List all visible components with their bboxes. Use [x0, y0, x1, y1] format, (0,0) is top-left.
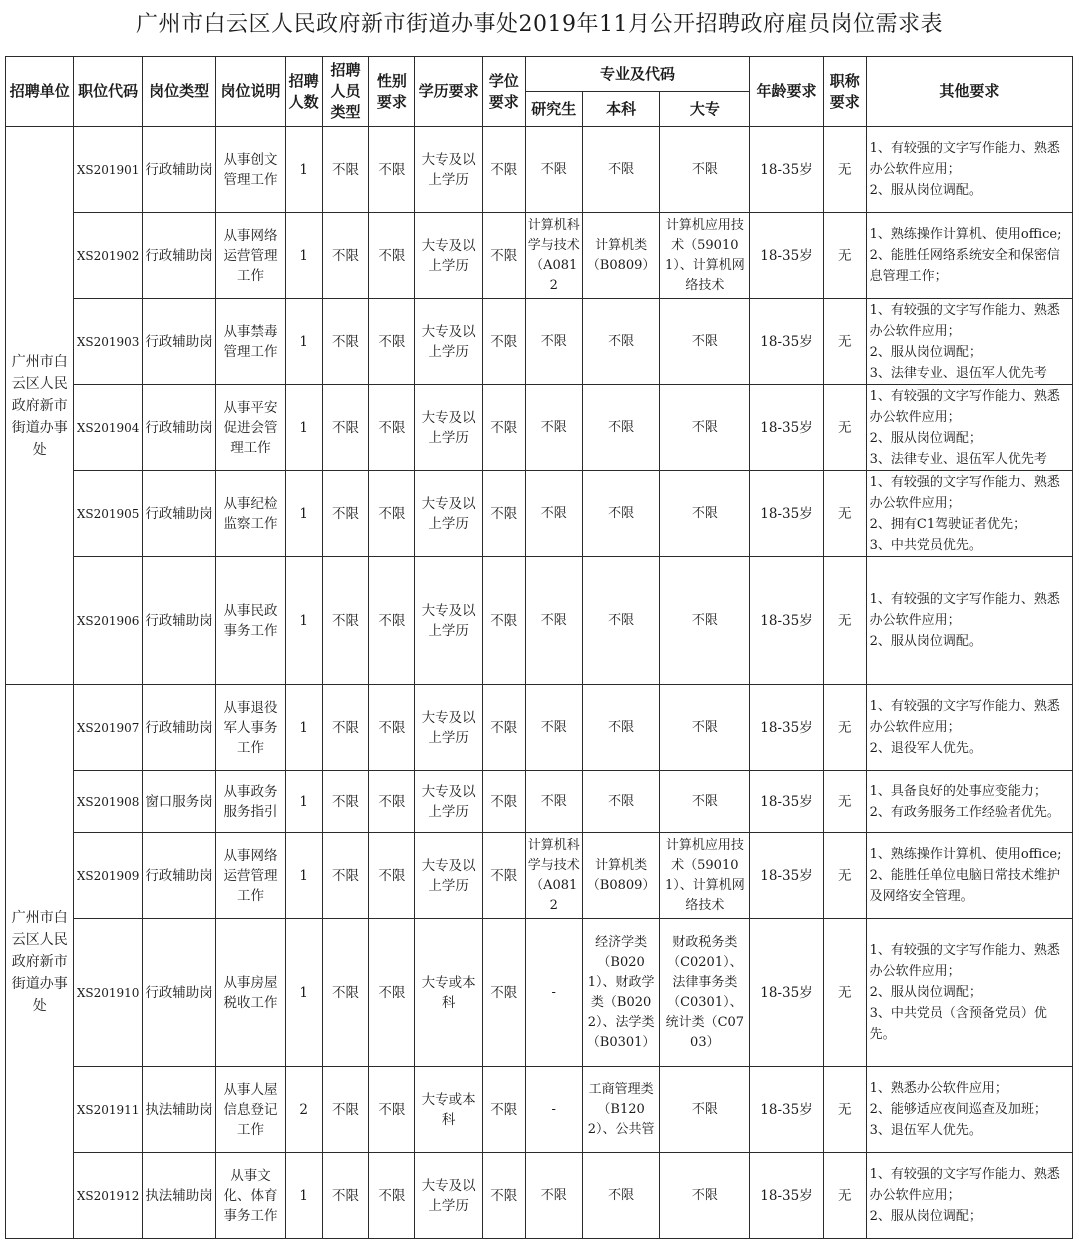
- header-other: 其他要求: [866, 57, 1072, 127]
- cell-code: XS201907: [74, 685, 142, 771]
- cell-other: [866, 213, 1072, 299]
- cell-gender: 不限: [369, 213, 415, 299]
- cell-type: 行政辅助岗: [142, 471, 216, 557]
- other-requirement-line: 3、退伍军人优先。: [869, 1123, 982, 1138]
- cell-title-req: 无: [823, 127, 866, 213]
- table-row: [6, 213, 1073, 299]
- cell-gender: 不限: [369, 385, 415, 471]
- cell-code: XS201901: [74, 127, 142, 213]
- other-requirement-line: 1、有较强的文字写作能力、熟悉办公软件应用；: [869, 141, 1060, 177]
- cell-degree: 不限: [482, 685, 525, 771]
- other-requirement-line: 1、具备良好的处事应变能力；: [869, 783, 1047, 799]
- cell-undergrad: 不限: [582, 1153, 660, 1239]
- other-requirement-line: 2、服从岗位调配。: [869, 634, 982, 649]
- other-requirement-line: 2、拥有C1驾驶证者优先；: [869, 516, 1027, 532]
- cell-grad: 不限: [525, 127, 582, 213]
- header-grad: 研究生: [525, 92, 582, 127]
- cell-title-req: 无: [823, 213, 866, 299]
- cell-type: 行政辅助岗: [142, 127, 216, 213]
- header-unit: 招聘单位: [6, 57, 74, 127]
- cell-count: 1: [285, 385, 322, 471]
- cell-gender: 不限: [369, 1067, 415, 1153]
- other-requirement-line: 1、有较强的文字写作能力、熟悉办公软件应用；: [869, 943, 1060, 979]
- job-requirements-table: [5, 56, 1073, 1239]
- cell-code: XS201908: [74, 771, 142, 833]
- cell-person-type: 不限: [322, 471, 369, 557]
- cell-code: XS201912: [74, 1153, 142, 1239]
- cell-edu: 大专及以上学历: [415, 299, 482, 385]
- cell-count: 1: [285, 1153, 322, 1239]
- cell-degree: 不限: [482, 919, 525, 1067]
- cell-title-req: 无: [823, 1153, 866, 1239]
- cell-type: 行政辅助岗: [142, 833, 216, 919]
- cell-edu: 大专及以上学历: [415, 471, 482, 557]
- cell-type: 窗口服务岗: [142, 771, 216, 833]
- cell-count: 1: [285, 771, 322, 833]
- other-requirement-line: 2、能胜任单位电脑日常技术维护及网络安全管理。: [869, 868, 1060, 904]
- cell-college: 不限: [660, 385, 750, 471]
- table-row: [6, 771, 1073, 833]
- cell-code: XS201911: [74, 1067, 142, 1153]
- cell-age: 18-35岁: [750, 213, 824, 299]
- other-requirement-line: 2、服从岗位调配；: [869, 344, 982, 360]
- cell-college: 计算机应用技术（590101）、计算机网络技术: [660, 833, 750, 919]
- cell-desc: 从事文化、体育事务工作: [216, 1153, 285, 1239]
- cell-age: 18-35岁: [750, 685, 824, 771]
- cell-age: 18-35岁: [750, 557, 824, 685]
- header-code: 职位代码: [74, 57, 142, 127]
- cell-person-type: 不限: [322, 1153, 369, 1239]
- cell-undergrad: 工商管理类（B1202）、公共管: [582, 1067, 660, 1153]
- cell-edu: 大专及以上学历: [415, 833, 482, 919]
- header-row: [6, 57, 1073, 92]
- cell-grad: 不限: [525, 299, 582, 385]
- cell-count: 1: [285, 127, 322, 213]
- cell-type: 行政辅助岗: [142, 919, 216, 1067]
- cell-undergrad: 经济学类（B0201）、财政学类（B0202）、法学类（B0301）: [582, 919, 660, 1067]
- cell-grad: 不限: [525, 557, 582, 685]
- other-requirement-line: 1、有较强的文字写作能力、熟悉办公软件应用；: [869, 302, 1060, 339]
- cell-grad: 不限: [525, 685, 582, 771]
- cell-type: 执法辅助岗: [142, 1153, 216, 1239]
- cell-gender: 不限: [369, 471, 415, 557]
- cell-age: 18-35岁: [750, 385, 824, 471]
- page-title: 广州市白云区人民政府新市街道办事处2019年11月公开招聘政府雇员岗位需求表: [136, 12, 943, 37]
- cell-desc: 从事创文管理工作: [216, 127, 285, 213]
- cell-degree: 不限: [482, 385, 525, 471]
- cell-count: 1: [285, 833, 322, 919]
- cell-desc: 从事房屋税收工作: [216, 919, 285, 1067]
- cell-age: 18-35岁: [750, 1067, 824, 1153]
- other-requirement-line: 1、熟练操作计算机、使用office;: [869, 227, 1062, 242]
- cell-title-req: 无: [823, 385, 866, 471]
- cell-undergrad: 不限: [582, 685, 660, 771]
- cell-degree: 不限: [482, 127, 525, 213]
- cell-title-req: 无: [823, 685, 866, 771]
- cell-desc: 从事人屋信息登记工作: [216, 1067, 285, 1153]
- cell-college: 不限: [660, 1153, 750, 1239]
- other-requirement-line: 2、能够适应夜间巡查及加班；: [869, 1102, 1047, 1117]
- cell-gender: 不限: [369, 919, 415, 1067]
- cell-age: 18-35岁: [750, 771, 824, 833]
- cell-desc: 从事网络运营管理工作: [216, 213, 285, 299]
- cell-age: 18-35岁: [750, 127, 824, 213]
- cell-grad: 不限: [525, 1153, 582, 1239]
- cell-degree: 不限: [482, 471, 525, 557]
- cell-edu: 大专或本科: [415, 1067, 482, 1153]
- other-requirement-line: 1、有较强的文字写作能力、熟悉办公软件应用；: [869, 388, 1060, 425]
- cell-other: [866, 385, 1072, 471]
- table-row: [6, 1153, 1073, 1239]
- cell-undergrad: 不限: [582, 771, 660, 833]
- cell-count: 1: [285, 299, 322, 385]
- cell-other: [866, 833, 1072, 919]
- cell-edu: 大专及以上学历: [415, 127, 482, 213]
- cell-gender: 不限: [369, 685, 415, 771]
- cell-edu: 大专及以上学历: [415, 557, 482, 685]
- cell-code: XS201909: [74, 833, 142, 919]
- cell-college: 财政税务类（C0201）、法律事务类（C0301）、统计类（C0703）: [660, 919, 750, 1067]
- cell-degree: 不限: [482, 557, 525, 685]
- table-row: [6, 385, 1073, 471]
- cell-person-type: 不限: [322, 557, 369, 685]
- cell-degree: 不限: [482, 1067, 525, 1153]
- cell-college: 不限: [660, 299, 750, 385]
- other-requirement-line: 3、法律专业、退伍军人优先考: [869, 451, 1047, 467]
- cell-unit: 广州市白云区人民政府新市街道办事处: [6, 685, 74, 1239]
- other-requirement-line: 2、有政务服务工作经验者优先。: [869, 804, 1060, 820]
- other-requirement-line: 1、有较强的文字写作能力、熟悉办公软件应用；: [869, 474, 1060, 511]
- cell-grad: 不限: [525, 771, 582, 833]
- cell-person-type: 不限: [322, 1067, 369, 1153]
- cell-grad: 计算机科学与技术（A0812: [525, 833, 582, 919]
- cell-other: [866, 1067, 1072, 1153]
- cell-undergrad: 不限: [582, 299, 660, 385]
- cell-type: 行政辅助岗: [142, 685, 216, 771]
- header-degree: 学位要求: [482, 57, 525, 127]
- cell-other: [866, 919, 1072, 1067]
- cell-person-type: 不限: [322, 385, 369, 471]
- cell-code: XS201902: [74, 213, 142, 299]
- table-row: [6, 471, 1073, 557]
- cell-college: 不限: [660, 557, 750, 685]
- other-requirement-line: 3、中共党员优先。: [869, 537, 982, 553]
- cell-undergrad: 计算机类（B0809）: [582, 213, 660, 299]
- cell-gender: 不限: [369, 127, 415, 213]
- header-major-group: 专业及代码: [525, 57, 750, 92]
- cell-person-type: 不限: [322, 127, 369, 213]
- cell-title-req: 无: [823, 471, 866, 557]
- cell-gender: 不限: [369, 299, 415, 385]
- cell-college: 不限: [660, 771, 750, 833]
- header-gender: 性别要求: [369, 57, 415, 127]
- cell-desc: 从事平安促进会管理工作: [216, 385, 285, 471]
- cell-code: XS201910: [74, 919, 142, 1067]
- table-row: [6, 299, 1073, 385]
- cell-age: 18-35岁: [750, 919, 824, 1067]
- table-row: [6, 1067, 1073, 1153]
- header-type: 岗位类型: [142, 57, 216, 127]
- other-requirement-line: 2、服从岗位调配；: [869, 430, 982, 446]
- cell-other: [866, 557, 1072, 685]
- cell-person-type: 不限: [322, 299, 369, 385]
- cell-college: 不限: [660, 685, 750, 771]
- cell-degree: 不限: [482, 213, 525, 299]
- cell-edu: 大专或本科: [415, 919, 482, 1067]
- table-row: [6, 685, 1073, 771]
- cell-undergrad: 不限: [582, 557, 660, 685]
- cell-college: 不限: [660, 127, 750, 213]
- cell-person-type: 不限: [322, 213, 369, 299]
- cell-count: 1: [285, 213, 322, 299]
- cell-undergrad: 不限: [582, 471, 660, 557]
- other-requirement-line: 3、法律专业、退伍军人优先考: [869, 365, 1047, 381]
- cell-age: 18-35岁: [750, 1153, 824, 1239]
- cell-count: 1: [285, 471, 322, 557]
- cell-desc: 从事政务服务指引: [216, 771, 285, 833]
- other-requirement-line: 2、退役军人优先。: [869, 741, 982, 756]
- cell-grad: -: [525, 919, 582, 1067]
- cell-other: [866, 299, 1072, 385]
- cell-person-type: 不限: [322, 771, 369, 833]
- cell-gender: 不限: [369, 833, 415, 919]
- header-title-req: 职称要求: [823, 57, 866, 127]
- table-body: [6, 127, 1073, 1239]
- cell-other: [866, 1153, 1072, 1239]
- cell-college: 不限: [660, 471, 750, 557]
- cell-degree: 不限: [482, 833, 525, 919]
- cell-edu: 大专及以上学历: [415, 771, 482, 833]
- cell-grad: 计算机科学与技术（A0812: [525, 213, 582, 299]
- cell-desc: 从事退役军人事务工作: [216, 685, 285, 771]
- cell-count: 1: [285, 557, 322, 685]
- cell-age: 18-35岁: [750, 833, 824, 919]
- header-age: 年龄要求: [750, 57, 824, 127]
- other-requirement-line: 2、服从岗位调配；: [869, 985, 982, 1000]
- cell-undergrad: 计算机类（B0809）: [582, 833, 660, 919]
- cell-person-type: 不限: [322, 919, 369, 1067]
- table-row: [6, 557, 1073, 685]
- cell-gender: 不限: [369, 557, 415, 685]
- cell-other: [866, 685, 1072, 771]
- cell-college: 不限: [660, 1067, 750, 1153]
- header-edu: 学历要求: [415, 57, 482, 127]
- table-row: [6, 127, 1073, 213]
- cell-gender: 不限: [369, 1153, 415, 1239]
- cell-other: [866, 127, 1072, 213]
- table-row: [6, 919, 1073, 1067]
- cell-grad: -: [525, 1067, 582, 1153]
- header-college: 大专: [660, 92, 750, 127]
- cell-type: 行政辅助岗: [142, 299, 216, 385]
- cell-edu: 大专及以上学历: [415, 385, 482, 471]
- cell-desc: 从事禁毒管理工作: [216, 299, 285, 385]
- cell-degree: 不限: [482, 771, 525, 833]
- cell-code: XS201906: [74, 557, 142, 685]
- cell-code: XS201904: [74, 385, 142, 471]
- cell-type: 行政辅助岗: [142, 385, 216, 471]
- cell-other: [866, 471, 1072, 557]
- cell-age: 18-35岁: [750, 471, 824, 557]
- cell-count: 1: [285, 685, 322, 771]
- header-desc: 岗位说明: [216, 57, 285, 127]
- table-row: [6, 833, 1073, 919]
- header-undergrad: 本科: [582, 92, 660, 127]
- cell-count: 1: [285, 919, 322, 1067]
- other-requirement-line: 3、中共党员（含预备党员）优先。: [869, 1006, 1047, 1042]
- cell-code: XS201903: [74, 299, 142, 385]
- cell-title-req: 无: [823, 1067, 866, 1153]
- cell-edu: 大专及以上学历: [415, 213, 482, 299]
- cell-count: 2: [285, 1067, 322, 1153]
- cell-title-req: 无: [823, 557, 866, 685]
- cell-desc: 从事纪检监察工作: [216, 471, 285, 557]
- cell-edu: 大专及以上学历: [415, 685, 482, 771]
- cell-undergrad: 不限: [582, 127, 660, 213]
- cell-type: 行政辅助岗: [142, 557, 216, 685]
- cell-undergrad: 不限: [582, 385, 660, 471]
- other-requirement-line: 1、熟练操作计算机、使用office;: [869, 847, 1062, 862]
- cell-unit: 广州市白云区人民政府新市街道办事处: [6, 127, 74, 685]
- cell-college: 计算机应用技术（590101）、计算机网络技术: [660, 213, 750, 299]
- cell-title-req: 无: [823, 833, 866, 919]
- other-requirement-line: 2、能胜任网络系统安全和保密信息管理工作；: [869, 248, 1060, 284]
- other-requirement-line: 1、有较强的文字写作能力、熟悉办公软件应用；: [869, 1167, 1060, 1203]
- header-person-type: 招聘人员类型: [322, 57, 369, 127]
- cell-title-req: 无: [823, 771, 866, 833]
- cell-grad: 不限: [525, 471, 582, 557]
- other-requirement-line: 1、有较强的文字写作能力、熟悉办公软件应用；: [869, 592, 1060, 628]
- cell-edu: 大专及以上学历: [415, 1153, 482, 1239]
- cell-person-type: 不限: [322, 685, 369, 771]
- cell-desc: 从事网络运营管理工作: [216, 833, 285, 919]
- other-requirement-line: 2、服从岗位调配。: [869, 183, 982, 198]
- cell-other: [866, 771, 1072, 833]
- cell-grad: 不限: [525, 385, 582, 471]
- cell-gender: 不限: [369, 771, 415, 833]
- cell-title-req: 无: [823, 919, 866, 1067]
- cell-type: 行政辅助岗: [142, 213, 216, 299]
- other-requirement-line: 1、有较强的文字写作能力、熟悉办公软件应用；: [869, 699, 1060, 735]
- cell-degree: 不限: [482, 299, 525, 385]
- header-count: 招聘人数: [285, 57, 322, 127]
- cell-desc: 从事民政事务工作: [216, 557, 285, 685]
- other-requirement-line: 2、服从岗位调配；: [869, 1209, 982, 1224]
- cell-person-type: 不限: [322, 833, 369, 919]
- other-requirement-line: 1、熟悉办公软件应用；: [869, 1081, 1008, 1096]
- cell-degree: 不限: [482, 1153, 525, 1239]
- cell-title-req: 无: [823, 299, 866, 385]
- cell-type: 执法辅助岗: [142, 1067, 216, 1153]
- cell-age: 18-35岁: [750, 299, 824, 385]
- cell-code: XS201905: [74, 471, 142, 557]
